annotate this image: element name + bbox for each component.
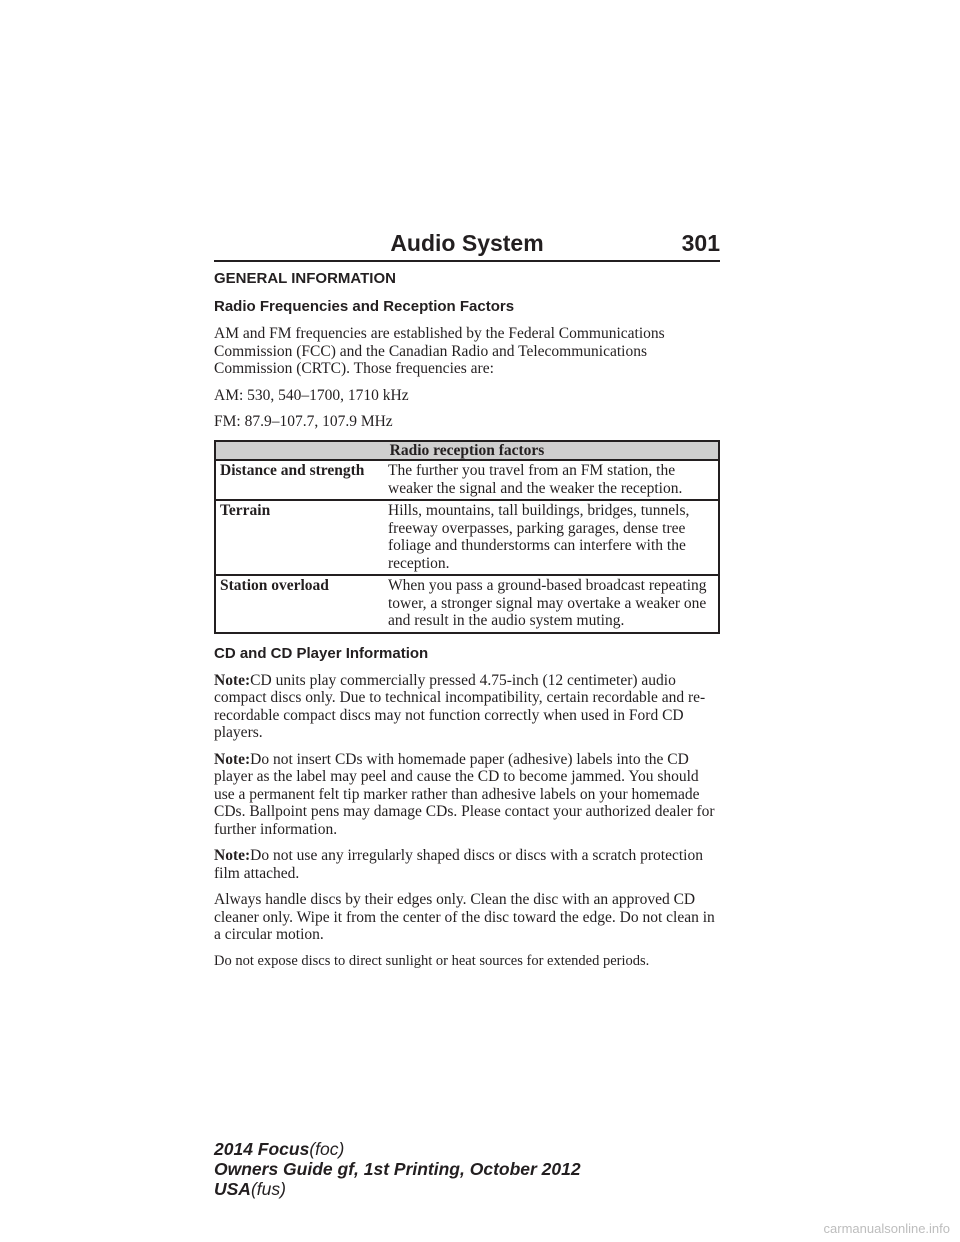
table-title: Radio reception factors <box>215 441 719 461</box>
frequencies-paragraph: AM and FM frequencies are established by the Federal Communications Commission (FCC) and the Canadian Radio and Telecommunications Commission (CRTC). Those frequencies are: <box>214 325 665 377</box>
heading-cd-information: CD and CD Player Information <box>214 644 429 662</box>
note-paragraph <box>214 672 720 742</box>
note-label: Note: <box>214 847 251 864</box>
table-row <box>215 460 719 500</box>
factor-cell: Terrain <box>215 500 384 575</box>
footer-market-code: (fus) <box>250 1179 286 1199</box>
footer-printing: Owners Guide gf, 1st Printing, October 2012 <box>214 1159 581 1179</box>
note-text: Do not use any irregularly shaped discs or discs with a scratch protection film attached. <box>214 847 703 882</box>
page-number: 301 <box>681 230 720 256</box>
footer-market: USA <box>214 1179 251 1199</box>
header-rule <box>214 260 720 262</box>
reception-factors-table <box>214 440 720 634</box>
note-label: Note: <box>214 750 251 768</box>
manual-page <box>214 228 720 969</box>
heading-general-information: GENERAL INFORMATION <box>214 270 396 287</box>
footer-market-line <box>214 1179 581 1199</box>
note-label: Note: <box>214 671 251 689</box>
table-row <box>215 575 719 633</box>
table-row <box>215 500 719 575</box>
handle-discs-paragraph: Always handle discs by their edges only. Clean the disc with an approved CD cleaner only. Wipe it from the center of the disc toward the edge. Do not clean in a circular motion. <box>214 891 715 943</box>
factor-cell: Distance and strength <box>215 460 384 500</box>
sunlight-paragraph: Do not expose discs to direct sunlight or heat sources for extended periods. <box>214 952 650 969</box>
watermark-text: carmanualsonline.info <box>823 1221 950 1236</box>
note-text: Do not insert CDs with homemade paper (adhesive) labels into the CD player as the label may peel and cause the CD to become jammed. You should use a permanent felt tip marker rather than adhesive labels on your homemade CDs. Ballpoint pens may damage CDs. Please contact your authorized dealer for further information. <box>214 750 715 838</box>
page-header <box>214 228 720 262</box>
description-cell: Hills, mountains, tall buildings, bridges, tunnels, freeway overpasses, parking garages, dense tree foliage and thunderstorms can interfere with the reception. <box>384 500 719 575</box>
note-paragraph <box>214 751 720 839</box>
section-title: Audio System <box>390 230 544 256</box>
table-header-row <box>215 441 719 461</box>
note-paragraph <box>214 847 720 882</box>
note-text: CD units play commercially pressed 4.75-inch (12 centimeter) audio compact discs only. Due to technical incompatibility, certain recordable and re-recordable compact discs may not function correctly when used in Ford CD players. <box>214 671 706 741</box>
footer-model-line <box>214 1139 581 1159</box>
footer-model: 2014 Focus <box>214 1139 310 1159</box>
factor-cell: Station overload <box>215 575 384 633</box>
fm-frequencies: FM: 87.9–107.7, 107.9 MHz <box>214 413 393 430</box>
page-content <box>214 270 720 979</box>
am-frequencies: AM: 530, 540–1700, 1710 kHz <box>214 386 409 404</box>
description-cell: The further you travel from an FM station, the weaker the signal and the weaker the reception. <box>384 460 719 500</box>
page-footer <box>214 1139 581 1199</box>
heading-radio-frequencies: Radio Frequencies and Reception Factors <box>214 298 515 315</box>
description-cell: When you pass a ground-based broadcast repeating tower, a stronger signal may overtake a weaker one and result in the audio system muting. <box>384 575 719 633</box>
footer-model-code: (foc) <box>309 1139 345 1159</box>
